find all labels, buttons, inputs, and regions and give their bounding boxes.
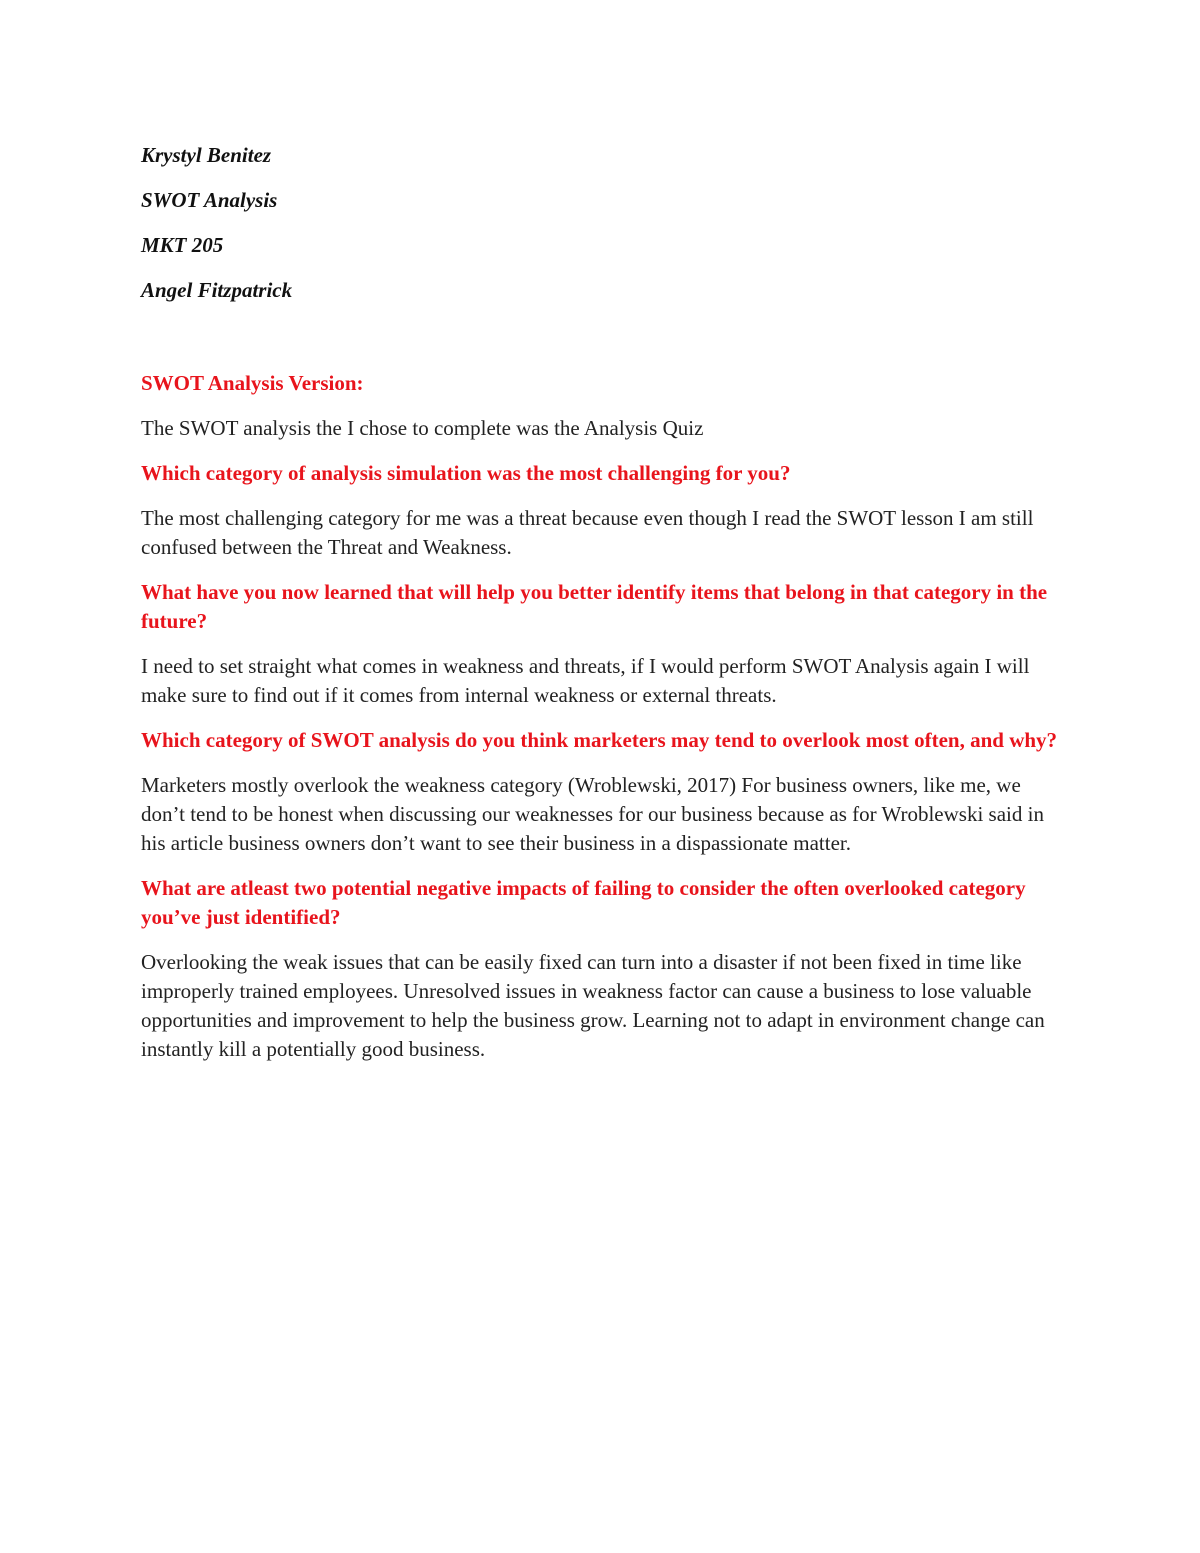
question-4: What are atleast two potential negative impacts of failing to consider the often overlooked category you’ve just identified?	[141, 876, 1026, 929]
document-body	[141, 140, 1061, 1064]
question-1: Which category of analysis simulation was the most challenging for you?	[141, 461, 791, 485]
question-3: Which category of SWOT analysis do you think marketers may tend to overlook most often, and why?	[141, 728, 1058, 752]
instructor-name: Angel Fitzpatrick	[141, 278, 293, 302]
question-2: What have you now learned that will help you better identify items that belong in that category in the future?	[141, 580, 1048, 633]
author-name: Krystyl Benitez	[141, 143, 272, 167]
version-heading: SWOT Analysis Version:	[141, 371, 364, 395]
answer-3: Marketers mostly overlook the weakness category (Wroblewski, 2017) For business owners, like me, we don’t tend to be honest when discussing our weaknesses for our business because as for Wroblewski said in his article business owners don’t want to see their business in a dispassionate matter.	[141, 773, 1044, 855]
document-title: SWOT Analysis	[141, 188, 278, 212]
answer-1: The most challenging category for me was a threat because even though I read the SWOT lesson I am still confused between the Threat and Weakness.	[141, 506, 1034, 559]
course-code: MKT 205	[141, 233, 224, 257]
version-text: The SWOT analysis the I chose to complete was the Analysis Quiz	[141, 416, 704, 440]
answer-2: I need to set straight what comes in weakness and threats, if I would perform SWOT Analysis again I will make sure to find out if it comes from internal weakness or external threats.	[141, 654, 1030, 707]
answer-4: Overlooking the weak issues that can be easily fixed can turn into a disaster if not been fixed in time like improperly trained employees. Unresolved issues in weakness factor can cause a business to lose valuable opportunities and improvement to help the business grow. Learning not to adapt in environment change can instantly kill a potentially good business.	[141, 950, 1045, 1061]
